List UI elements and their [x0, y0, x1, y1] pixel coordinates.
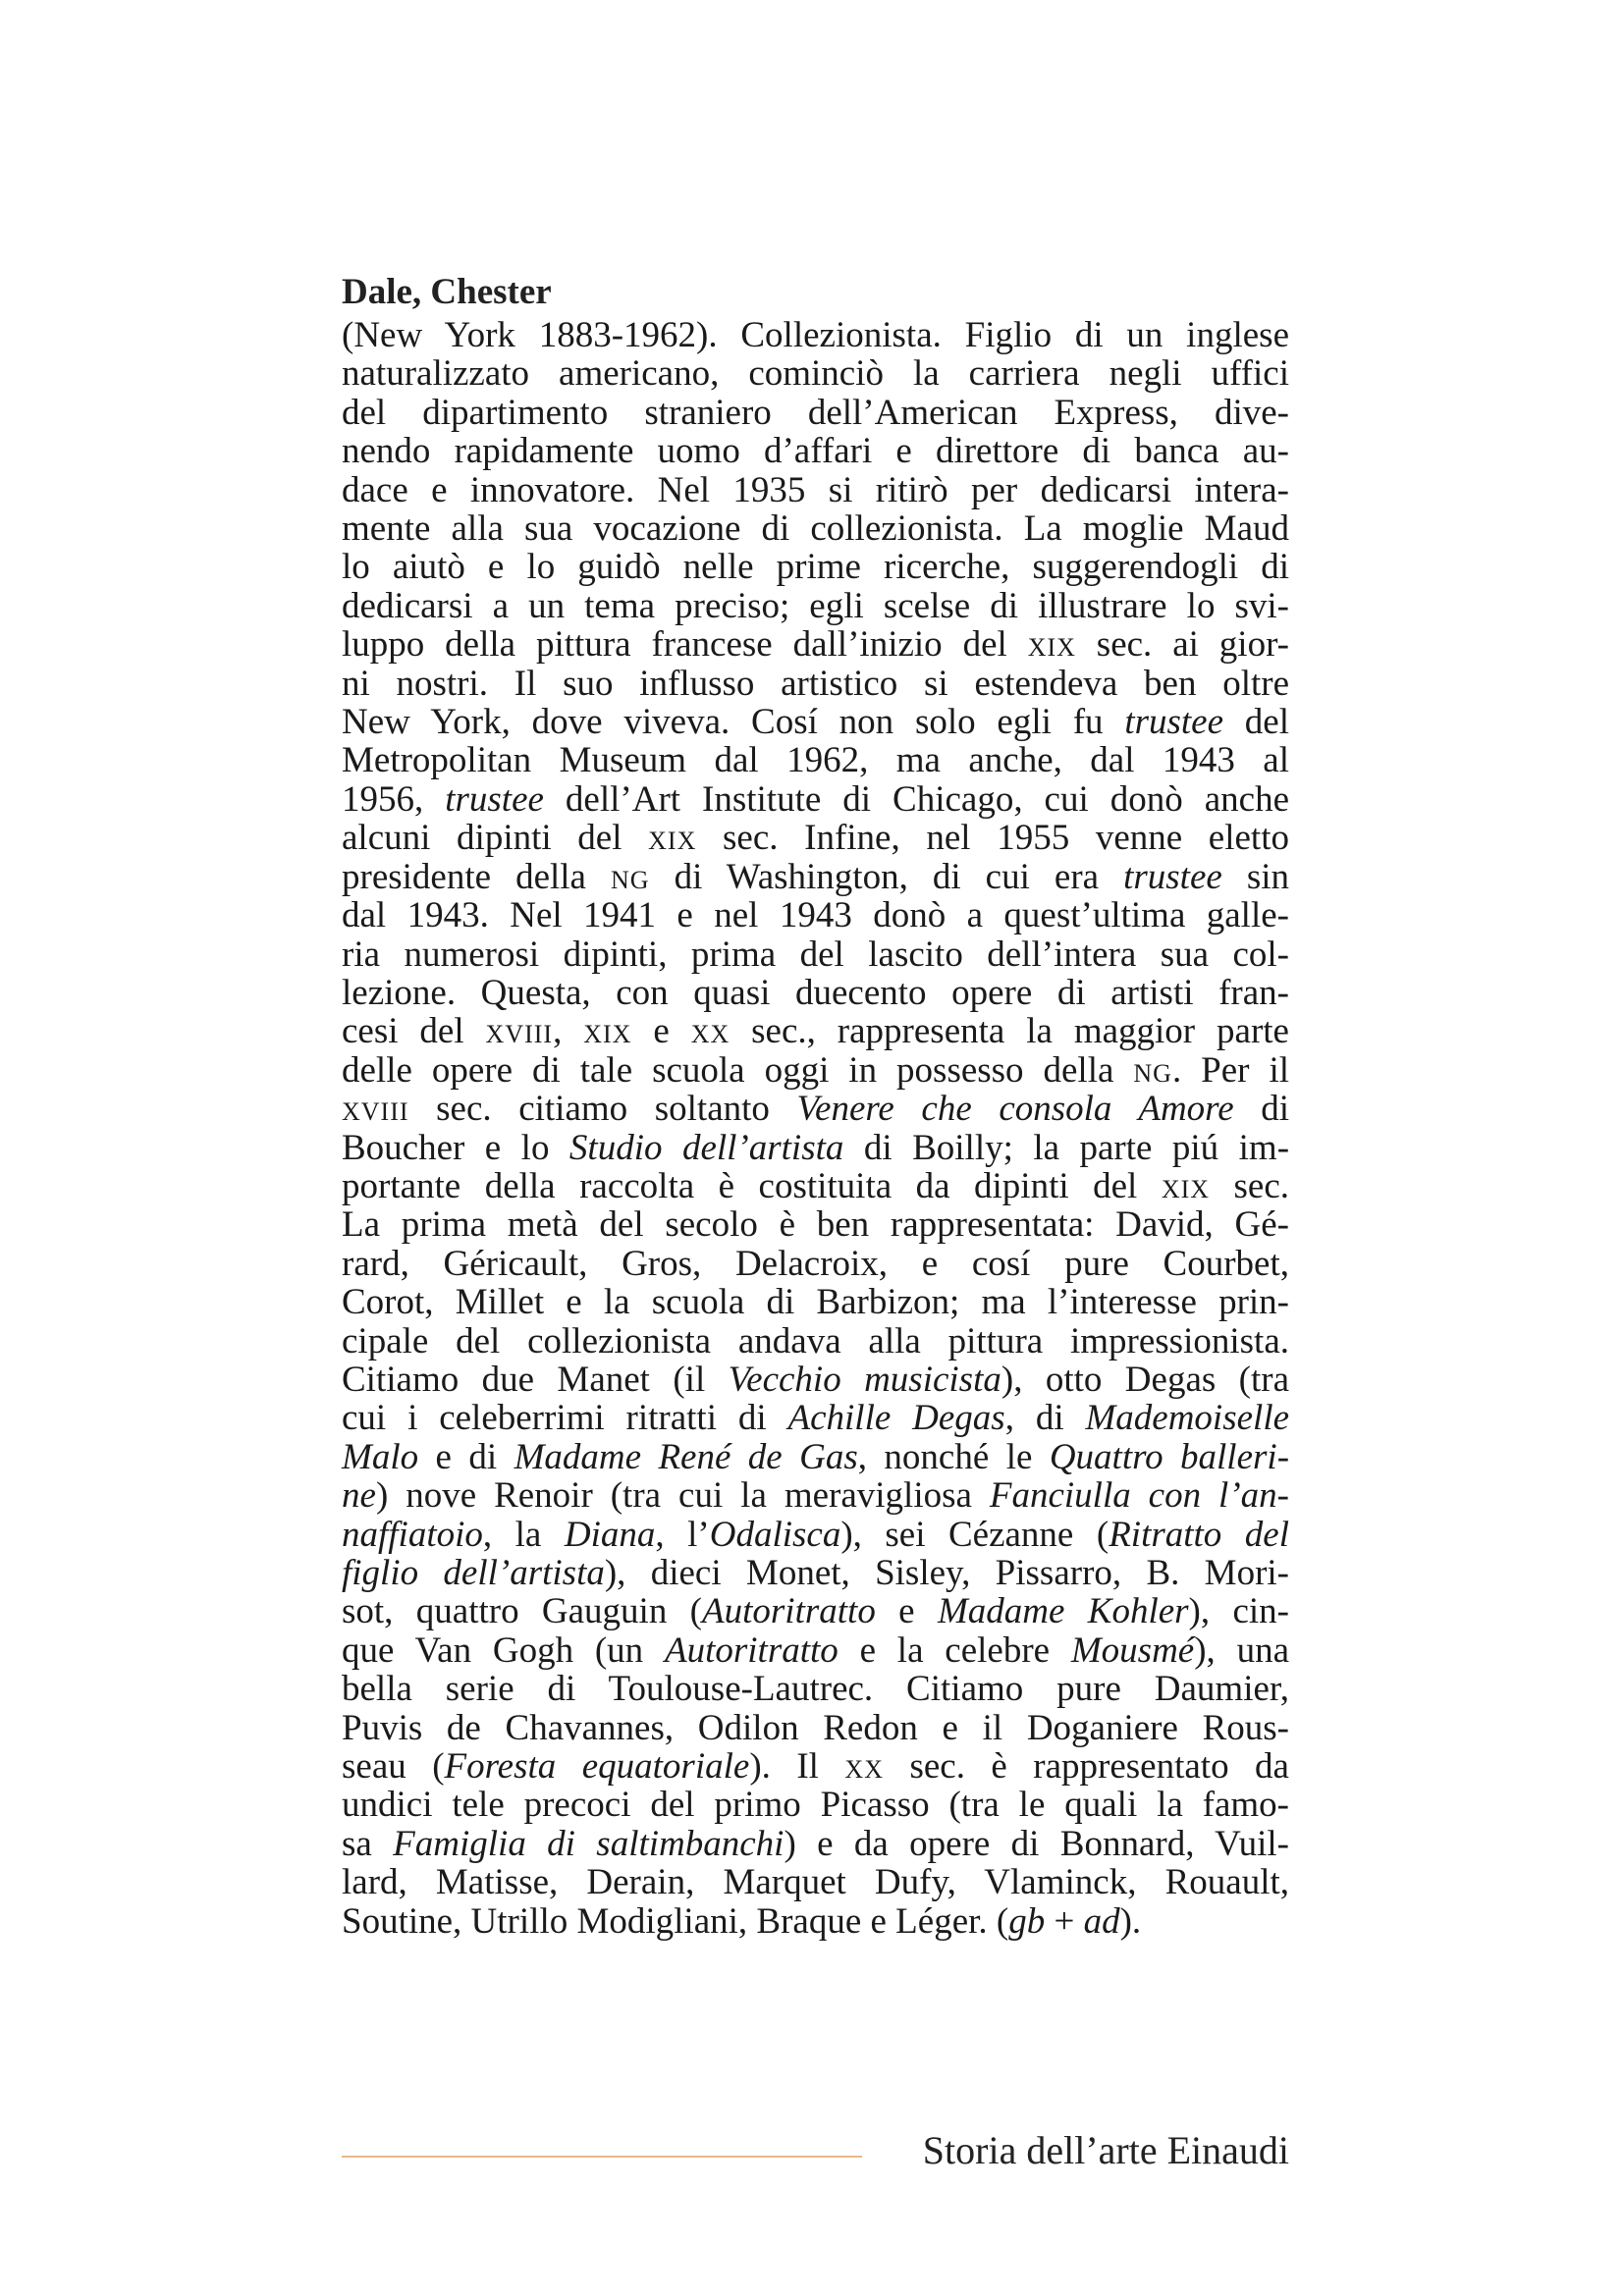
italic-text: Malo: [342, 1436, 419, 1477]
italic-text: Foresta equatoriale: [444, 1746, 750, 1788]
text-line: [342, 1090, 1289, 1128]
text-line: [342, 1592, 1289, 1630]
text-line: [342, 1631, 1289, 1670]
small-caps-text: xx: [844, 1746, 884, 1788]
text-segment: naturalizzato americano, cominciò la carriera negli uffici: [342, 353, 1289, 395]
text-segment: ), otto Degas (tra: [1001, 1359, 1290, 1400]
text-segment: Metropolitan Museum dal 1962, ma anche, dal 1943 al: [342, 740, 1289, 781]
italic-text: Mademoiselle: [1085, 1398, 1290, 1439]
text-segment: . Per il: [1171, 1049, 1289, 1091]
text-line: [342, 1476, 1289, 1515]
text-segment: cui i celeberrimi ritratti di: [342, 1398, 788, 1439]
text-segment: sa: [342, 1823, 394, 1864]
small-caps-text: xix: [1161, 1165, 1211, 1206]
text-line: [342, 703, 1289, 741]
encyclopedia-entry: [342, 271, 1289, 1941]
text-segment: ) nove Renoir (tra cui la meravigliosa: [375, 1475, 990, 1517]
text-segment: ), sei Cézanne (: [840, 1514, 1109, 1555]
italic-text: Achille Degas: [787, 1398, 1005, 1439]
italic-text: Madame Kohler: [937, 1591, 1189, 1632]
text-line: [342, 1051, 1289, 1090]
italic-text: naffiatoio: [342, 1514, 483, 1555]
text-segment: , di: [1004, 1398, 1086, 1439]
italic-text: Mousmé: [1070, 1629, 1195, 1671]
text-line: [342, 354, 1289, 393]
text-segment: di Washington, di cui era: [649, 856, 1124, 897]
text-line: [342, 1438, 1289, 1476]
text-segment: Corot, Millet e la scuola di Barbizon; ma l’interesse prin-: [342, 1282, 1289, 1323]
italic-text: Vecchio musicista: [728, 1359, 1001, 1400]
small-caps-text: xviii: [342, 1089, 409, 1130]
small-caps-text: xx: [690, 1011, 730, 1052]
italic-text: figlio dell’artista: [342, 1553, 605, 1593]
text-line: [342, 1670, 1289, 1708]
text-segment: ) e da opere di Bonnard, Vuil-: [784, 1823, 1290, 1864]
text-segment: Citiamo due Manet (il: [342, 1359, 729, 1400]
text-line: [342, 1863, 1289, 1901]
text-segment: del dipartimento straniero dell’American Express, dive-: [342, 392, 1289, 433]
italic-text: Autoritratto: [664, 1629, 839, 1671]
text-line: [342, 1167, 1289, 1205]
text-segment: nendo rapidamente uomo d’affari e direttore di banca au-: [342, 431, 1289, 472]
text-segment: lo aiutò e lo guidò nelle prime ricerche, suggerendogli di: [342, 547, 1289, 588]
text-line: [342, 1516, 1289, 1554]
text-segment: sec. ai gior-: [1075, 624, 1289, 666]
text-segment: luppo della pittura francese dall’inizio del: [342, 624, 1028, 666]
text-segment: ni nostri. Il suo influsso artistico si estendeva ben oltre: [342, 663, 1289, 704]
text-segment: dell’Art Institute di Chicago, cui donò anche: [543, 778, 1289, 820]
italic-text: Venere che consola Amore: [796, 1089, 1234, 1130]
text-line: [342, 819, 1289, 857]
text-segment: sec. Infine, nel 1955 venne eletto: [696, 818, 1289, 859]
text-segment: sin: [1221, 856, 1290, 897]
text-segment: e: [875, 1591, 938, 1632]
text-segment: e: [631, 1011, 691, 1052]
italic-text: Diana: [564, 1514, 656, 1555]
text-line: [342, 1245, 1289, 1283]
small-caps-text: xix: [583, 1011, 632, 1052]
text-line: [342, 316, 1289, 354]
italic-text: Quattro balleri-: [1049, 1436, 1290, 1477]
text-segment: sec.: [1210, 1165, 1289, 1206]
italic-text: Madame René de Gas: [514, 1436, 858, 1477]
text-segment: del: [1223, 702, 1290, 743]
italic-text: Odalisca: [709, 1514, 841, 1555]
text-segment: dal 1943. Nel 1941 e nel 1943 donò a quest’ultima galle-: [342, 895, 1289, 936]
text-line: [342, 1129, 1289, 1167]
small-caps-text: ng: [1133, 1049, 1172, 1091]
footer-publisher: Storia dell’arte Einaudi: [922, 2128, 1289, 2172]
entry-body: [342, 316, 1289, 1941]
text-line: [342, 1747, 1289, 1786]
text-line: [342, 1361, 1289, 1399]
text-segment: e la celebre: [838, 1629, 1071, 1671]
italic-text: trustee: [1123, 856, 1222, 897]
text-segment: rard, Géricault, Gros, Delacroix, e cosí pure Courbet,: [342, 1243, 1289, 1284]
text-line: [342, 1786, 1289, 1824]
text-segment: ), una: [1194, 1629, 1290, 1671]
text-segment: alcuni dipinti del: [342, 818, 649, 859]
italic-text: gb: [1008, 1900, 1046, 1942]
italic-text: Fanciulla con l’an-: [989, 1475, 1289, 1517]
text-line: [342, 587, 1289, 625]
text-line: [342, 1902, 1289, 1941]
text-line: [342, 1283, 1289, 1321]
text-segment: mente alla sua vocazione di collezionista. La moglie Maud: [342, 508, 1289, 550]
text-segment: que Van Gogh (un: [342, 1629, 665, 1671]
text-line: [342, 1709, 1289, 1747]
text-line: [342, 432, 1289, 470]
text-segment: 1956,: [342, 778, 446, 820]
text-segment: ). Il: [749, 1746, 845, 1788]
text-line: [342, 1012, 1289, 1050]
text-segment: (New York 1883-1962). Collezionista. Figlio di un inglese: [342, 315, 1289, 355]
text-line: [342, 896, 1289, 934]
text-line: [342, 1399, 1289, 1437]
text-segment: dace e innovatore. Nel 1935 si ritirò per dedicarsi intera-: [342, 469, 1289, 510]
text-segment: sot, quattro Gauguin (: [342, 1591, 703, 1632]
text-segment: , l’: [655, 1514, 710, 1555]
text-segment: La prima metà del secolo è ben rappresentata: David, Gé-: [342, 1204, 1289, 1246]
text-line: [342, 394, 1289, 432]
text-segment: lezione. Questa, con quasi duecento opere di artisti fran-: [342, 972, 1289, 1013]
text-segment: Puvis de Chavannes, Odilon Redon e il Doganiere Rous-: [342, 1707, 1289, 1748]
text-segment: New York, dove viveva. Cosí non solo egli fu: [342, 702, 1125, 743]
text-segment: ), dieci Monet, Sisley, Pissarro, B. Mori-: [604, 1553, 1289, 1593]
footer-rule: [342, 2156, 862, 2158]
small-caps-text: xviii: [485, 1011, 554, 1052]
text-segment: +: [1045, 1900, 1084, 1942]
small-caps-text: ng: [611, 856, 650, 897]
text-line: [342, 471, 1289, 509]
small-caps-text: xix: [648, 818, 697, 859]
page-footer: [342, 2126, 1289, 2175]
text-line: [342, 780, 1289, 819]
text-line: [342, 1825, 1289, 1863]
text-segment: portante della raccolta è costituita da dipinti del: [342, 1165, 1162, 1206]
text-line: [342, 741, 1289, 779]
italic-text: Famiglia di saltimbanchi: [393, 1823, 784, 1864]
text-segment: ,: [553, 1011, 584, 1052]
text-segment: cesi del: [342, 1011, 486, 1052]
italic-text: ne: [342, 1475, 376, 1517]
italic-text: Studio dell’artista: [568, 1127, 844, 1168]
text-line: [342, 1205, 1289, 1244]
text-line: [342, 935, 1289, 974]
text-line: [342, 665, 1289, 703]
text-line: [342, 625, 1289, 664]
text-segment: undici tele precoci del primo Picasso (tra le quali la famo-: [342, 1785, 1289, 1826]
text-segment: bella serie di Toulouse-Lautrec. Citiamo pure Daumier,: [342, 1669, 1289, 1710]
text-segment: di: [1233, 1089, 1289, 1130]
text-segment: e di: [418, 1436, 514, 1477]
text-line: [342, 548, 1289, 586]
text-line: [342, 974, 1289, 1012]
text-segment: sec. è rappresentato da: [883, 1746, 1289, 1788]
text-segment: di Boilly; la parte piú im-: [843, 1127, 1290, 1168]
italic-text: Ritratto del: [1109, 1514, 1290, 1555]
text-segment: presidente della: [342, 856, 612, 897]
text-line: [342, 858, 1289, 896]
text-segment: lard, Matisse, Derain, Marquet Dufy, Vlaminck, Rouault,: [342, 1862, 1289, 1903]
text-segment: seau (: [342, 1746, 445, 1788]
text-segment: cipale del collezionista andava alla pittura impressionista.: [342, 1320, 1289, 1362]
text-segment: ), cin-: [1188, 1591, 1289, 1632]
text-segment: , la: [482, 1514, 565, 1555]
small-caps-text: xix: [1027, 624, 1076, 666]
text-line: [342, 1322, 1289, 1361]
text-segment: dedicarsi a un tema preciso; egli scelse di illustrare lo svi-: [342, 585, 1289, 626]
text-segment: Soutine, Utrillo Modigliani, Braque e Léger. (: [342, 1900, 1009, 1942]
italic-text: trustee: [445, 778, 544, 820]
italic-text: Autoritratto: [702, 1591, 876, 1632]
text-segment: , nonché le: [857, 1436, 1050, 1477]
text-line: [342, 1554, 1289, 1592]
text-segment: delle opere di tale scuola oggi in possesso della: [342, 1049, 1134, 1091]
italic-text: ad: [1083, 1900, 1120, 1942]
entry-title: Dale, Chester: [342, 272, 552, 312]
text-segment: sec., rappresenta la maggior parte: [730, 1011, 1289, 1052]
italic-text: trustee: [1124, 702, 1224, 743]
text-segment: sec. citiamo soltanto: [408, 1089, 797, 1130]
text-segment: ria numerosi dipinti, prima del lascito dell’intera sua col-: [342, 934, 1289, 975]
text-line: [342, 509, 1289, 548]
text-segment: Boucher e lo: [342, 1127, 569, 1168]
text-segment: ).: [1119, 1900, 1142, 1942]
